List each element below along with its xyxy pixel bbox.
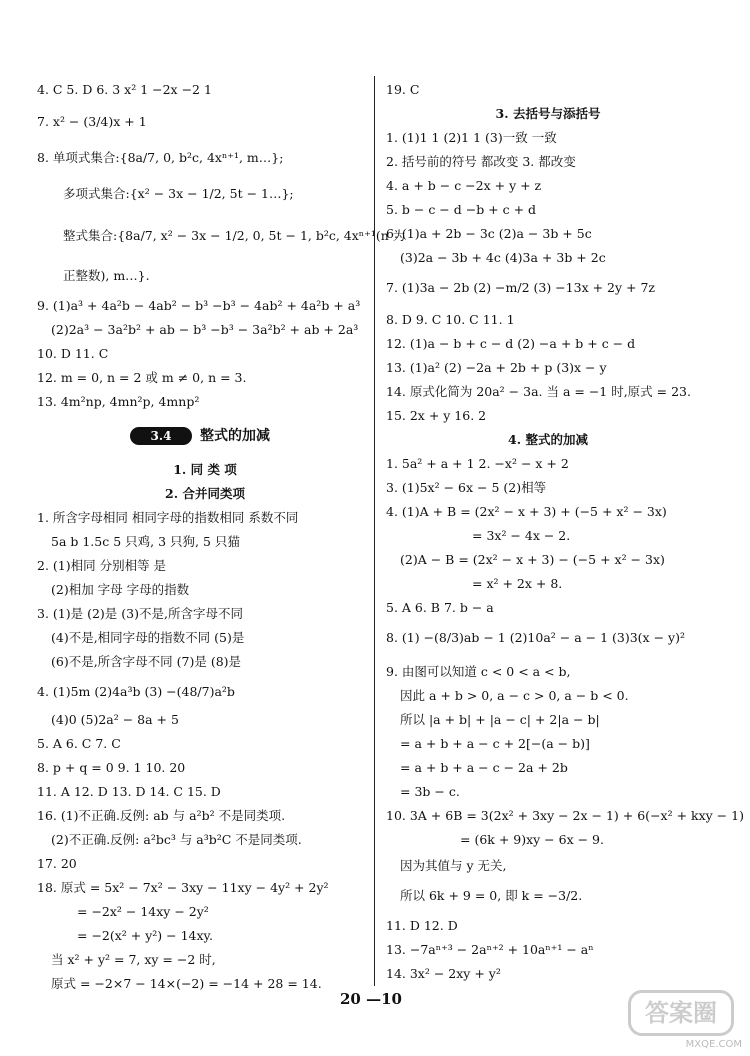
answer-line: = (6k + 9)xy − 6x − 9. [460, 832, 604, 847]
answer-line: 12. m = 0, n = 2 或 m ≠ 0, n = 3. [37, 370, 247, 385]
answer-line: = 3x² − 4x − 2. [472, 528, 571, 543]
answer-line: 1. 5a² + a + 1 2. −x² − x + 2 [386, 456, 569, 471]
answer-line: 多项式集合:{x² − 3x − 1/2, 5t − 1…}; [63, 186, 294, 201]
answer-line: 2. 括号前的符号 都改变 3. 都改变 [386, 154, 576, 169]
answer-line: 因此 a + b > 0, a − c > 0, a − b < 0. [400, 688, 629, 703]
watermark-logo: 答案圈 [628, 990, 734, 1036]
answer-line: 12. (1)a − b + c − d (2) −a + b + c − d [386, 336, 636, 351]
answer-line: 2. (1)相同 分别相等 是 [37, 558, 167, 573]
answer-line: 13. −7aⁿ⁺³ − 2aⁿ⁺² + 10aⁿ⁺¹ − aⁿ [386, 942, 594, 957]
answer-line: 1. (1)1 1 (2)1 1 (3)一致 一致 [386, 130, 557, 145]
answer-line: 9. 由图可以知道 c < 0 < a < b, [386, 664, 571, 679]
answer-line: 4. a + b − c −2x + y + z [386, 178, 542, 193]
answer-line: 整式集合:{8a/7, x² − 3x − 1/2, 0, 5t − 1, b²c, 4xⁿ⁺¹(n 为 [63, 228, 406, 243]
answer-line: 8. D 9. C 10. C 11. 1 [386, 312, 515, 327]
answer-line: 18. 原式 = 5x² − 7x² − 3xy − 11xy − 4y² + 2y² [37, 880, 329, 895]
answer-line: 14. 3x² − 2xy + y² [386, 966, 501, 981]
answer-line: (4)不是,相同字母的指数不同 (5)是 [51, 630, 245, 645]
answer-line: = a + b + a − c + 2[−(a − b)] [400, 736, 590, 751]
answer-line: (2)2a³ − 3a²b² + ab − b³ −b³ − 3a²b² + ab + 2a³ [51, 322, 359, 337]
answer-line: 3. (1)是 (2)是 (3)不是,所含字母不同 [37, 606, 243, 621]
answer-line: (6)不是,所含字母不同 (7)是 (8)是 [51, 654, 242, 669]
answer-line: 5a b 1.5c 5 只鸡, 3 只狗, 5 只猫 [51, 534, 240, 549]
answer-line: (4)0 (5)2a² − 8a + 5 [51, 712, 179, 727]
answer-line: 15. 2x + y 16. 2 [386, 408, 487, 423]
answer-line: 4. (1)5m (2)4a³b (3) −(48/7)a²b [37, 684, 235, 699]
section-title: 整式的加减 [200, 428, 270, 444]
subsection-heading: 2. 合并同类项 [165, 486, 245, 501]
answer-line: 1. 所含字母相同 相同字母的指数相同 系数不同 [37, 510, 299, 525]
answer-line: = x² + 2x + 8. [472, 576, 563, 591]
answer-line: 8. p + q = 0 9. 1 10. 20 [37, 760, 186, 775]
answer-line: 5. A 6. B 7. b − a [386, 600, 494, 615]
answer-line: 7. (1)3a − 2b (2) −m/2 (3) −13x + 2y + 7z [386, 280, 656, 295]
answer-line: 所以 6k + 9 = 0, 即 k = −3/2. [400, 888, 583, 903]
answer-line: 当 x² + y² = 7, xy = −2 时, [51, 952, 216, 967]
subsection-heading: 3. 去括号与添括号 [495, 106, 601, 121]
answer-line: 10. D 11. C [37, 346, 109, 361]
answer-line: 7. x² − (3/4)x + 1 [37, 114, 147, 129]
answer-line: 5. A 6. C 7. C [37, 736, 121, 751]
answer-line: = −2x² − 14xy − 2y² [77, 904, 209, 919]
answer-line: 13. 4m²np, 4mn²p, 4mnp² [37, 394, 200, 409]
answer-line: 8. 单项式集合:{8a/7, 0, b²c, 4xⁿ⁺¹, m…}; [37, 150, 284, 165]
answer-line: 17. 20 [37, 856, 77, 871]
answer-line: 9. (1)a³ + 4a²b − 4ab² − b³ −b³ − 4ab² + 4a²b + a³ [37, 298, 361, 313]
answer-line: 10. 3A + 6B = 3(2x² + 3xy − 2x − 1) + 6(−x² + kxy − 1) [386, 808, 744, 823]
answer-line: = 3b − c. [400, 784, 460, 799]
answer-line: 所以 |a + b| + |a − c| + 2|a − b| [400, 712, 600, 727]
subsection-heading: 1. 同 类 项 [173, 462, 237, 477]
answer-line: 3. (1)5x² − 6x − 5 (2)相等 [386, 480, 547, 495]
answer-line: (2)A − B = (2x² − x + 3) − (−5 + x² − 3x) [400, 552, 665, 567]
answer-line: 11. A 12. D 13. D 14. C 15. D [37, 784, 221, 799]
column-divider [374, 76, 375, 986]
section-badge: 3.4 [130, 427, 192, 445]
page-number: 20 —10 [340, 990, 402, 1008]
answer-line: 6. (1)a + 2b − 3c (2)a − 3b + 5c [386, 226, 592, 241]
answer-line: 原式 = −2×7 − 14×(−2) = −14 + 28 = 14. [51, 976, 322, 991]
answer-line: 正整数), m…}. [63, 268, 150, 283]
answer-line: 11. D 12. D [386, 918, 458, 933]
answer-line: 19. C [386, 82, 420, 97]
answer-line: (3)2a − 3b + 4c (4)3a + 3b + 2c [400, 250, 606, 265]
answer-line: 5. b − c − d −b + c + d [386, 202, 537, 217]
answer-line: 14. 原式化简为 20a² − 3a. 当 a = −1 时,原式 = 23. [386, 384, 691, 399]
answer-line: = a + b + a − c − 2a + 2b [400, 760, 568, 775]
answer-line: 13. (1)a² (2) −2a + 2b + p (3)x − y [386, 360, 607, 375]
answer-line: 16. (1)不正确.反例: ab 与 a²b² 不是同类项. [37, 808, 286, 823]
subsection-heading: 4. 整式的加减 [508, 432, 588, 447]
answer-line: 4. (1)A + B = (2x² − x + 3) + (−5 + x² − 3x) [386, 504, 667, 519]
answer-line: = −2(x² + y²) − 14xy. [77, 928, 213, 943]
answer-line: 4. C 5. D 6. 3 x² 1 −2x −2 1 [37, 82, 212, 97]
answer-line: (2)不正确.反例: a²bc³ 与 a³b²C 不是同类项. [51, 832, 302, 847]
watermark-text: MXQE.COM [685, 1039, 742, 1050]
answer-line: 8. (1) −(8/3)ab − 1 (2)10a² − a − 1 (3)3(x − y)² [386, 630, 685, 645]
answer-line: 因为其值与 y 无关, [400, 858, 507, 873]
answer-line: (2)相加 字母 字母的指数 [51, 582, 190, 597]
